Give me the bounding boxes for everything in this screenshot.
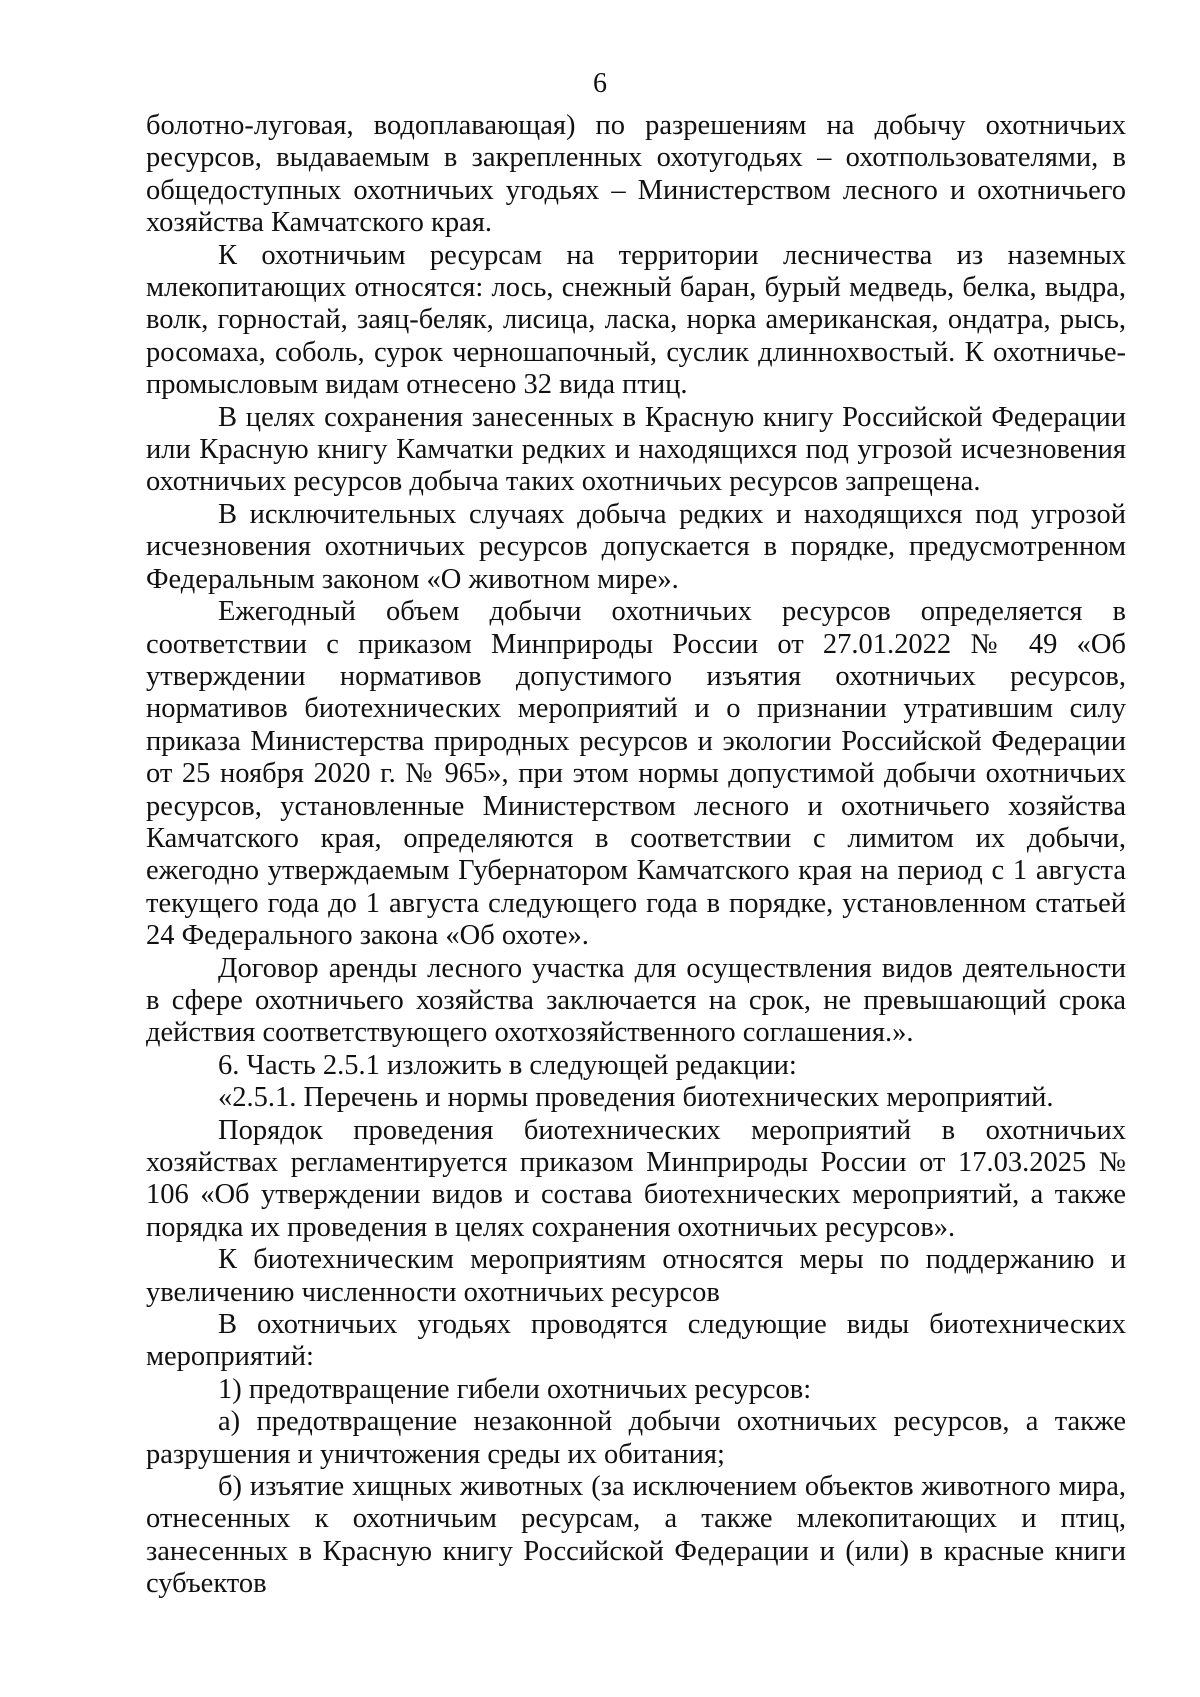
paragraph-amendment-6: 6. Часть 2.5.1 изложить в следующей редакции: — [218, 1049, 797, 1081]
list-item-1a: а) предотвращение незаконной добычи охотничьих ресурсов, а также разрушения и уничтожения среды их обитания; — [146, 1406, 1126, 1470]
list-item-1: 1) предотвращение гибели охотничьих ресурсов: — [218, 1373, 812, 1405]
paragraph-biotech-definition: К биотехническим мероприятиям относятся меры по поддержанию и увеличению численности охотничьих ресурсов — [146, 1244, 1126, 1308]
paragraph-hunting-resources-mammals: К охотничьим ресурсам на территории лесничества из наземных млекопитающих относятся: лось, снежный баран, бурый медведь, белка, выдра, волк, горностай, заяц-беляк, лисица, ласка, норка американская, ондатра, рысь, росомаха, соболь, сурок черношапочный, суслик длиннохвостый. К охотничье-промысловым видам отнесено 32 вида птиц. — [146, 239, 1126, 401]
paragraph-annual-harvest-volume: Ежегодный объем добычи охотничьих ресурсов определяется в соответствии с приказом Минприроды России от 27.01.2022 № 49 «Об утверждении нормативов допустимого изъятия охотничьих ресурсов, нормативов биотехнических мероприятий и о признании утратившим силу приказа Министерства природных ресурсов и экологии Российской Федерации от 25 ноября 2020 г. № 965», при этом нормы допустимой добычи охотничьих ресурсов, установленные Министерством лесного и охотничьего хозяйства Камчатского края, определяются в соответствии с лимитом их добычи, ежегодно утверждаемым Губернатором Камчатского края на период с 1 августа текущего года до 1 августа следующего года в порядке, установленном статьей 24 Федерального закона «Об охоте». — [146, 596, 1126, 952]
paragraph-section-2-5-1-heading: «2.5.1. Перечень и нормы проведения биотехнических мероприятий. — [218, 1082, 1054, 1114]
paragraph-exceptional-cases: В исключительных случаях добыча редких и находящихся под угрозой исчезновения охотничьих ресурсов допускается в порядке, предусмотренном Федеральным законом «О животном мире». — [146, 498, 1126, 595]
list-item-1b: б) изъятие хищных животных (за исключением объектов животного мира, отнесенных к охотничьим ресурсам, а также млекопитающих и птиц, занесенных в Красную книгу Российской Федерации и (или) в красные книги субъектов — [146, 1471, 1126, 1600]
paragraph-red-book-protection: В целях сохранения занесенных в Красную книгу Российской Федерации или Красную книгу Камчатки редких и находящихся под угрозой исчезновения охотничьих ресурсов добыча таких охотничьих ресурсов запрещена. — [146, 401, 1126, 498]
document-body — [146, 110, 1126, 1601]
paragraph-continuation: болотно-луговая, водоплавающая) по разрешениям на добычу охотничьих ресурсов, выдаваемым в закрепленных охотугодьях – охотпользователями, в общедоступных охотничьих угодьях – Министерством лесного и охотничьего хозяйства Камчатского края. — [146, 110, 1126, 239]
paragraph-lease-agreement: Договор аренды лесного участка для осуществления видов деятельности в сфере охотничьего хозяйства заключается на срок, не превышающий срока действия соответствующего охотхозяйственного соглашения.». — [146, 952, 1126, 1049]
page-number: 6 — [593, 68, 607, 99]
paragraph-biotech-types-intro: В охотничьих угодьях проводятся следующие виды биотехнических мероприятий: — [146, 1309, 1126, 1373]
paragraph-biotech-procedure: Порядок проведения биотехнических мероприятий в охотничьих хозяйствах регламентируется приказом Минприроды России от 17.03.2025 № 106 «Об утверждении видов и состава биотехнических мероприятий, а также порядка их проведения в целях сохранения охотничьих ресурсов». — [146, 1114, 1126, 1243]
